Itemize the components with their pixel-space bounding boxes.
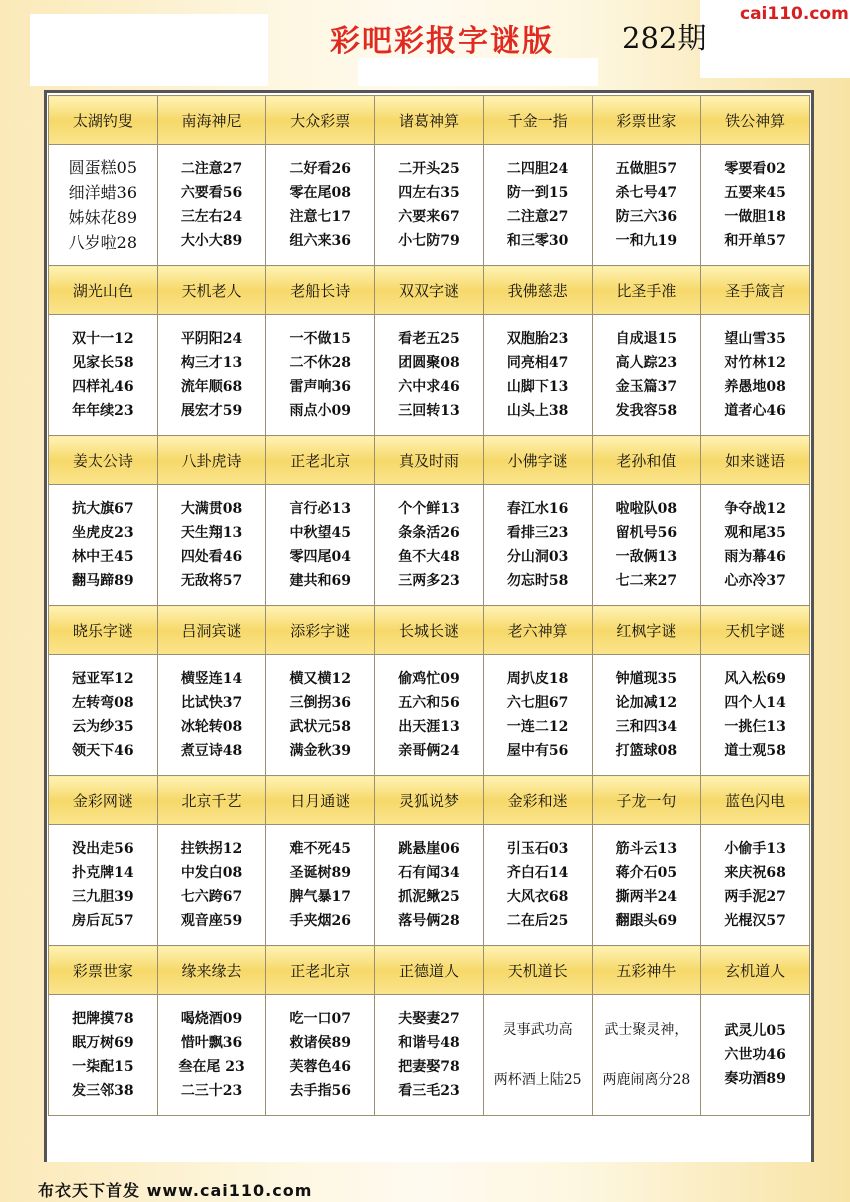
riddle-line: 防一到15 (506, 185, 569, 201)
column-header: 千金一指 (483, 96, 592, 145)
riddle-line: 小偷手13 (724, 841, 786, 857)
riddle-line: 横竖连14 (180, 671, 243, 687)
riddle-line: 平阴阳24 (180, 331, 243, 347)
riddle-line: 杀七号47 (615, 185, 678, 201)
column-header: 长城长谜 (375, 606, 484, 655)
column-header: 吕洞宾谜 (157, 606, 266, 655)
riddle-line: 二不休28 (289, 355, 351, 371)
riddle-line: 六要看56 (180, 185, 243, 201)
riddle-line: 四样礼46 (72, 379, 134, 395)
riddle-line: 二三十23 (180, 1083, 243, 1099)
riddle-cell (266, 145, 375, 266)
riddle-line: 论加减12 (615, 695, 678, 711)
riddle-line: 把妻娶78 (398, 1059, 460, 1075)
riddle-line: 六七胆67 (506, 695, 569, 711)
riddle-line: 和谐号48 (398, 1035, 460, 1051)
column-header: 太湖钓叟 (49, 96, 158, 145)
column-header: 彩票世家 (592, 96, 701, 145)
riddle-line: 云为纱35 (72, 719, 134, 735)
riddle-line: 救诸侯89 (289, 1035, 351, 1051)
riddle-line: 大小大89 (180, 233, 243, 249)
column-header: 天机字谜 (701, 606, 810, 655)
riddle-line: 心亦冷37 (724, 573, 786, 589)
riddle-cell (375, 995, 484, 1116)
riddle-line: 跳悬崖06 (398, 841, 460, 857)
riddle-line: 领天下46 (72, 743, 134, 759)
riddle-line: 雨点小09 (289, 403, 351, 419)
riddle-line: 对竹林12 (724, 355, 786, 371)
riddle-line: 筋斗云13 (615, 841, 678, 857)
riddle-line: 鱼不大48 (398, 549, 460, 565)
riddle-line: 七六跨67 (180, 889, 243, 905)
spacer (593, 1042, 701, 1068)
riddle-line: 落号俩28 (398, 913, 460, 929)
riddle-line: 发我容58 (615, 403, 678, 419)
header-row (49, 436, 810, 485)
riddle-row (49, 315, 810, 436)
riddle-line: 拄铁拐12 (180, 841, 243, 857)
riddle-line: 煮豆诗48 (180, 743, 243, 759)
column-header: 晓乐字谜 (49, 606, 158, 655)
riddle-line: 勿忘时58 (506, 573, 569, 589)
column-header: 日月通谜 (266, 776, 375, 825)
riddle-line: 撕两半24 (615, 889, 678, 905)
riddle-line: 比试快37 (180, 695, 243, 711)
riddle-line: 春江水16 (506, 501, 569, 517)
riddle-cell (483, 145, 592, 266)
riddle-line: 两杯酒上陆25 (493, 1072, 582, 1088)
riddle-line: 钟馗现35 (615, 671, 678, 687)
riddle-line: 偷鸡忙09 (398, 671, 460, 687)
riddle-line: 光棍汉57 (724, 913, 786, 929)
riddle-line: 道者心46 (724, 403, 786, 419)
riddle-line: 来庆祝68 (724, 865, 786, 881)
riddle-line: 亲哥俩24 (398, 743, 460, 759)
riddle-cell (157, 655, 266, 776)
riddle-cell (701, 655, 810, 776)
riddle-cell (701, 825, 810, 946)
riddle-cell (266, 485, 375, 606)
riddle-line: 零在尾08 (289, 185, 351, 201)
riddle-table (48, 95, 810, 1116)
riddle-line: 翻马蹄89 (72, 573, 134, 589)
riddle-line: 养愚地08 (724, 379, 786, 395)
riddle-line: 个个鲜13 (398, 501, 460, 517)
riddle-line: 一和九19 (615, 233, 678, 249)
riddle-table-body (49, 96, 810, 1116)
column-header: 彩票世家 (49, 946, 158, 995)
riddle-line: 发三邻38 (72, 1083, 134, 1099)
riddle-line: 满金秋39 (289, 743, 351, 759)
spacer (484, 1042, 592, 1068)
column-header: 老六神算 (483, 606, 592, 655)
riddle-line: 一做胆18 (724, 209, 786, 225)
riddle-cell (266, 655, 375, 776)
riddle-cell (266, 825, 375, 946)
column-header: 金彩和迷 (483, 776, 592, 825)
riddle-line: 展宏才59 (180, 403, 243, 419)
riddle-line: 武状元58 (289, 719, 351, 735)
column-header: 姜太公诗 (49, 436, 158, 485)
riddle-line: 奏功酒89 (724, 1071, 786, 1087)
riddle-line: 喝烧酒09 (180, 1011, 243, 1027)
column-header: 双双字谜 (375, 266, 484, 315)
riddle-cell (592, 825, 701, 946)
riddle-row (49, 995, 810, 1116)
riddle-line: 芙蓉色46 (289, 1059, 351, 1075)
riddle-line: 天生翔13 (180, 525, 243, 541)
riddle-line: 雨为幕46 (724, 549, 786, 565)
riddle-cell (157, 145, 266, 266)
riddle-line: 五要来45 (724, 185, 786, 201)
riddle-line: 去手指56 (289, 1083, 351, 1099)
riddle-line: 金玉篇37 (615, 379, 678, 395)
riddle-line: 三两多23 (398, 573, 460, 589)
riddle-cell (701, 315, 810, 436)
riddle-cell (592, 655, 701, 776)
riddle-line: 五做胆57 (615, 161, 678, 177)
riddle-line: 脾气暴17 (289, 889, 351, 905)
riddle-line: 三左右24 (180, 209, 243, 225)
riddle-line: 道士观58 (724, 743, 786, 759)
header-row (49, 946, 810, 995)
blank-box-center (358, 58, 598, 86)
riddle-cell (157, 315, 266, 436)
riddle-cell (701, 995, 810, 1116)
riddle-cell (483, 995, 592, 1116)
column-header: 小佛字谜 (483, 436, 592, 485)
riddle-line: 流年顺68 (180, 379, 243, 395)
riddle-row (49, 825, 810, 946)
riddle-line: 抗大旗67 (72, 501, 134, 517)
riddle-cell (592, 485, 701, 606)
riddle-cell (483, 825, 592, 946)
riddle-line: 条条活26 (398, 525, 460, 541)
column-header: 正德道人 (375, 946, 484, 995)
riddle-line: 打篮球08 (615, 743, 678, 759)
riddle-line: 难不死45 (289, 841, 351, 857)
riddle-line: 抓泥鳅25 (398, 889, 460, 905)
column-header: 南海神尼 (157, 96, 266, 145)
riddle-line: 无敌将57 (180, 573, 243, 589)
column-header: 湖光山色 (49, 266, 158, 315)
column-header: 铁公神算 (701, 96, 810, 145)
riddle-line: 惜叶飘36 (180, 1035, 243, 1051)
riddle-cell (483, 485, 592, 606)
riddle-line: 七二来27 (615, 573, 678, 589)
riddle-line: 姊妹花89 (68, 208, 138, 227)
page-title: 彩吧彩报字谜版 (330, 24, 554, 59)
riddle-line: 坐虎皮23 (72, 525, 134, 541)
riddle-line: 六要来67 (398, 209, 460, 225)
column-header: 八卦虎诗 (157, 436, 266, 485)
riddle-cell (375, 485, 484, 606)
column-header: 北京千艺 (157, 776, 266, 825)
riddle-line: 手夹烟26 (289, 913, 351, 929)
riddle-line: 引玉石03 (506, 841, 569, 857)
riddle-cell (157, 825, 266, 946)
column-header: 大众彩票 (266, 96, 375, 145)
riddle-line: 中秋望45 (289, 525, 351, 541)
column-header: 正老北京 (266, 436, 375, 485)
column-header: 金彩网谜 (49, 776, 158, 825)
column-header: 圣手箴言 (701, 266, 810, 315)
riddle-line: 一敌俩13 (615, 549, 678, 565)
riddle-line: 中发白08 (180, 865, 243, 881)
riddle-cell (592, 145, 701, 266)
column-header: 老孙和值 (592, 436, 701, 485)
riddle-line: 和三零30 (506, 233, 569, 249)
riddle-line: 把牌摸78 (72, 1011, 134, 1027)
issue-number: 282期 (622, 21, 706, 55)
riddle-cell (701, 485, 810, 606)
riddle-cell (266, 995, 375, 1116)
riddle-line: 防三六36 (615, 209, 678, 225)
riddle-cell (157, 485, 266, 606)
column-header: 添彩字谜 (266, 606, 375, 655)
riddle-cell (49, 315, 158, 436)
column-header: 灵狐说梦 (375, 776, 484, 825)
riddle-line: 冰轮转08 (180, 719, 243, 735)
riddle-cell (157, 995, 266, 1116)
riddle-line: 三和四34 (615, 719, 678, 735)
riddle-line: 高人踪23 (615, 355, 678, 371)
riddle-line: 细洋蜡36 (68, 183, 138, 202)
riddle-line: 双十一12 (72, 331, 134, 347)
riddle-line: 留机号56 (615, 525, 678, 541)
riddle-line: 二四胆24 (506, 161, 569, 177)
riddle-line: 团圆聚08 (398, 355, 460, 371)
column-header: 我佛慈悲 (483, 266, 592, 315)
riddle-line: 周扒皮18 (506, 671, 569, 687)
riddle-line: 二注意27 (180, 161, 243, 177)
riddle-line: 零四尾04 (289, 549, 351, 565)
riddle-line: 圆蛋糕05 (68, 158, 138, 177)
riddle-line: 大风衣68 (506, 889, 569, 905)
header-row (49, 606, 810, 655)
riddle-line: 屋中有56 (506, 743, 569, 759)
riddle-row (49, 145, 810, 266)
riddle-line: 三九胆39 (72, 889, 134, 905)
riddle-line: 蒋介石05 (615, 865, 678, 881)
header-row (49, 266, 810, 315)
riddle-line: 构三才13 (180, 355, 243, 371)
riddle-line: 三倒拐36 (289, 695, 351, 711)
riddle-line: 武士聚灵神， (604, 1022, 689, 1038)
riddle-line: 武灵儿05 (724, 1023, 786, 1039)
riddle-line: 两手泥27 (724, 889, 786, 905)
riddle-cell (49, 825, 158, 946)
column-header: 玄机道人 (701, 946, 810, 995)
riddle-line: 见家长58 (72, 355, 134, 371)
riddle-line: 两鹿闹离分28 (602, 1072, 691, 1088)
column-header: 五彩神牛 (592, 946, 701, 995)
riddle-line: 零要看02 (724, 161, 786, 177)
riddle-line: 房后瓦57 (72, 913, 134, 929)
riddle-line: 一柒配15 (72, 1059, 134, 1075)
column-header: 天机道长 (483, 946, 592, 995)
riddle-line: 圣诞树89 (289, 865, 351, 881)
riddle-row (49, 655, 810, 776)
riddle-line: 没出走56 (72, 841, 134, 857)
riddle-line: 灵事武功高 (502, 1022, 573, 1038)
riddle-line: 双胞胎23 (506, 331, 569, 347)
riddle-cell (375, 655, 484, 776)
riddle-line: 一挑仨13 (724, 719, 786, 735)
riddle-line: 啦啦队08 (615, 501, 678, 517)
riddle-cell (701, 145, 810, 266)
riddle-line: 望山雪35 (724, 331, 786, 347)
riddle-line: 八岁啦28 (68, 233, 138, 252)
riddle-line: 观和尾35 (724, 525, 786, 541)
riddle-line: 吃一口07 (289, 1011, 351, 1027)
blank-box-left (30, 14, 268, 86)
riddle-line: 四处看46 (180, 549, 243, 565)
riddle-cell (49, 485, 158, 606)
site-watermark: cai110.com (740, 4, 849, 24)
riddle-line: 一连二12 (506, 719, 569, 735)
riddle-cell (592, 995, 701, 1116)
riddle-line: 建共和69 (289, 573, 351, 589)
riddle-line: 出天涯13 (398, 719, 460, 735)
riddle-line: 小七防79 (398, 233, 460, 249)
riddle-cell (375, 315, 484, 436)
riddle-line: 山头上38 (506, 403, 569, 419)
riddle-line: 二好看26 (289, 161, 351, 177)
riddle-cell (483, 315, 592, 436)
column-header: 缘来缘去 (157, 946, 266, 995)
riddle-cell (483, 655, 592, 776)
riddle-line: 石有闻34 (398, 865, 460, 881)
riddle-line: 言行必13 (289, 501, 351, 517)
column-header: 比圣手准 (592, 266, 701, 315)
riddle-line: 五六和56 (398, 695, 460, 711)
header-row (49, 96, 810, 145)
riddle-line: 和开单57 (724, 233, 786, 249)
riddle-line: 雷声响36 (289, 379, 351, 395)
riddle-line: 三回转13 (398, 403, 460, 419)
riddle-cell (49, 145, 158, 266)
riddle-line: 大满贯08 (180, 501, 243, 517)
riddle-line: 左转弯08 (72, 695, 134, 711)
riddle-line: 山脚下13 (506, 379, 569, 395)
riddle-line: 分山洞03 (506, 549, 569, 565)
riddle-line: 一不做15 (289, 331, 351, 347)
column-header: 真及时雨 (375, 436, 484, 485)
riddle-line: 注意七17 (289, 209, 351, 225)
riddle-cell (266, 315, 375, 436)
riddle-line: 二开头25 (398, 161, 460, 177)
column-header: 诸葛神算 (375, 96, 484, 145)
column-header: 如来谜语 (701, 436, 810, 485)
riddle-line: 叁在尾 23 (178, 1059, 245, 1075)
riddle-line: 齐白石14 (506, 865, 569, 881)
riddle-line: 年年续23 (72, 403, 134, 419)
riddle-cell (375, 145, 484, 266)
column-header: 老船长诗 (266, 266, 375, 315)
riddle-line: 六世功46 (724, 1047, 786, 1063)
column-header: 正老北京 (266, 946, 375, 995)
riddle-line: 夫娶妻27 (398, 1011, 460, 1027)
riddle-line: 冠亚军12 (72, 671, 134, 687)
riddle-line: 看老五25 (398, 331, 460, 347)
riddle-line: 同亮相47 (506, 355, 569, 371)
riddle-line: 看排三23 (506, 525, 569, 541)
riddle-line: 组六来36 (289, 233, 351, 249)
footer-credit: 布衣天下首发 www.cai110.com (38, 1181, 313, 1200)
column-header: 蓝色闪电 (701, 776, 810, 825)
riddle-line: 看三毛23 (398, 1083, 460, 1099)
header-row (49, 776, 810, 825)
riddle-cell (375, 825, 484, 946)
riddle-cell (49, 655, 158, 776)
riddle-cell (49, 995, 158, 1116)
riddle-line: 风入松69 (724, 671, 786, 687)
riddle-line: 眠万树69 (72, 1035, 134, 1051)
riddle-line: 横又横12 (289, 671, 351, 687)
riddle-line: 争夺战12 (724, 501, 786, 517)
riddle-line: 林中王45 (72, 549, 134, 565)
riddle-line: 二在后25 (506, 913, 569, 929)
riddle-line: 四个人14 (724, 695, 786, 711)
column-header: 子龙一句 (592, 776, 701, 825)
riddle-line: 自成退15 (615, 331, 678, 347)
riddle-line: 翻跟头69 (615, 913, 678, 929)
column-header: 红枫字谜 (592, 606, 701, 655)
riddle-line: 观音座59 (180, 913, 243, 929)
riddle-line: 二注意27 (506, 209, 569, 225)
riddle-cell (592, 315, 701, 436)
column-header: 天机老人 (157, 266, 266, 315)
riddle-line: 六中求46 (398, 379, 460, 395)
riddle-line: 扑克牌14 (72, 865, 134, 881)
riddle-row (49, 485, 810, 606)
riddle-line: 四左右35 (398, 185, 460, 201)
